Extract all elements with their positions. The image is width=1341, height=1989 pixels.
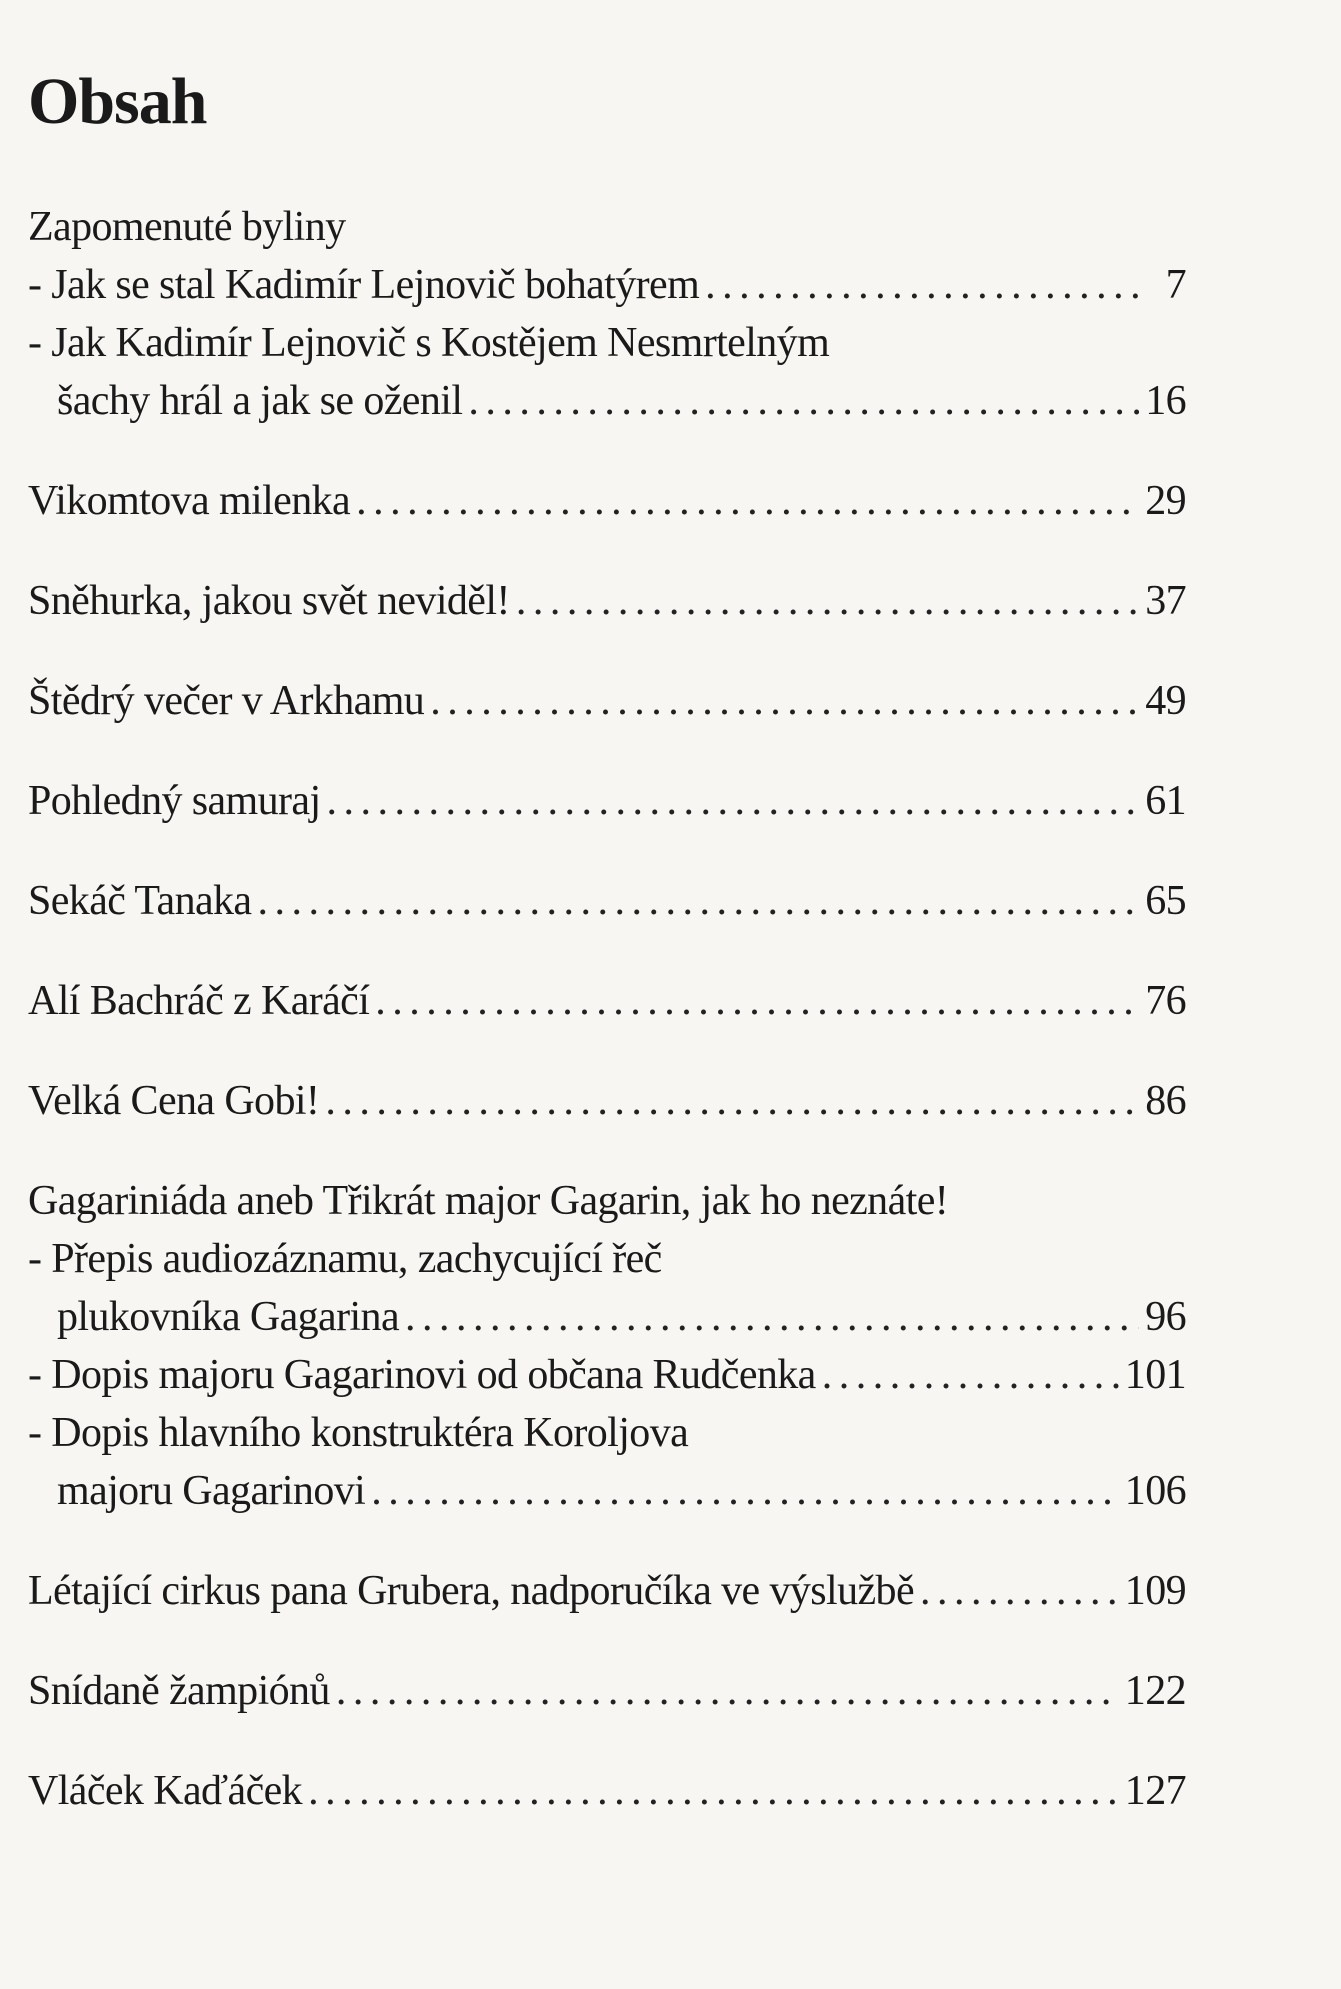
- dot-leader: [327, 772, 1140, 830]
- toc-entry: [28, 1462, 1186, 1520]
- toc-entry: [28, 872, 1186, 930]
- dot-leader: [336, 1662, 1119, 1720]
- toc-entry-label: - Přepis audiozáznamu, zachycující řeč: [28, 1236, 662, 1282]
- toc-entry-label: Sekáč Tanaka: [28, 878, 252, 924]
- table-of-contents: [28, 198, 1186, 1820]
- toc-page-number: 101: [1124, 1352, 1186, 1398]
- toc-entry-label: šachy hrál a jak se oženil: [57, 378, 463, 424]
- toc-entry-label: Alí Bachráč z Karáčí: [28, 978, 370, 1024]
- toc-section-title: [28, 198, 1186, 256]
- toc-entry: [28, 1662, 1186, 1720]
- toc-entry-label: majoru Gagarinovi: [57, 1468, 366, 1514]
- toc-entry: [28, 772, 1186, 830]
- toc-page-number: 106: [1124, 1468, 1186, 1514]
- toc-entry: [28, 372, 1186, 430]
- dot-leader: [356, 472, 1139, 530]
- dot-leader: [822, 1346, 1119, 1404]
- toc-page-number: 122: [1124, 1668, 1186, 1714]
- dot-leader: [468, 372, 1139, 430]
- toc-page-number: 49: [1145, 678, 1186, 724]
- dot-leader: [405, 1288, 1139, 1346]
- toc-entry-label: - Dopis majoru Gagarinovi od občana Rudčenka: [28, 1352, 816, 1398]
- toc-page-number: 86: [1145, 1078, 1186, 1124]
- toc-page-number: 65: [1145, 878, 1186, 924]
- dot-leader: [308, 1762, 1119, 1820]
- toc-entry: [28, 572, 1186, 630]
- toc-entry-label: Pohledný samuraj: [28, 778, 321, 824]
- toc-page-number: 29: [1145, 478, 1186, 524]
- toc-page-number: 7: [1165, 262, 1186, 308]
- toc-entry-label: Gagariniáda aneb Třikrát major Gagarin, jak ho neznáte!: [28, 1178, 949, 1224]
- toc-entry: [28, 972, 1186, 1030]
- dot-leader: [705, 256, 1140, 314]
- dot-leader: [371, 1462, 1119, 1520]
- toc-entry-label: - Dopis hlavního konstruktéra Koroljova: [28, 1410, 689, 1456]
- toc-entry-first-line: [28, 1404, 1186, 1462]
- dot-leader: [430, 672, 1139, 730]
- toc-entry: [28, 1562, 1186, 1620]
- toc-entry: [28, 472, 1186, 530]
- toc-entry-label: Snídaně žampiónů: [28, 1668, 330, 1714]
- dot-leader: [375, 972, 1139, 1030]
- toc-page-number: 96: [1145, 1294, 1186, 1340]
- toc-entry-label: Sněhurka, jakou svět neviděl!: [28, 578, 510, 624]
- dot-leader: [920, 1562, 1119, 1620]
- toc-entry-first-line: [28, 1230, 1186, 1288]
- dot-leader: [516, 572, 1139, 630]
- toc-entry: [28, 1072, 1186, 1130]
- toc-page-number: 127: [1124, 1768, 1186, 1814]
- toc-entry-label: Velká Cena Gobi!: [28, 1078, 320, 1124]
- toc-entry-label: - Jak Kadimír Lejnovič s Kostějem Nesmrtelným: [28, 320, 830, 366]
- toc-entry: [28, 672, 1186, 730]
- toc-page-number: 16: [1145, 378, 1186, 424]
- toc-entry-label: plukovníka Gagarina: [57, 1294, 399, 1340]
- toc-page-number: 37: [1145, 578, 1186, 624]
- toc-entry: [28, 1762, 1186, 1820]
- toc-entry-label: Štědrý večer v Arkhamu: [28, 678, 425, 724]
- toc-entry: [28, 256, 1186, 314]
- page-title: Obsah: [28, 65, 207, 138]
- toc-page-number: 109: [1124, 1568, 1186, 1614]
- toc-page-number: 61: [1145, 778, 1186, 824]
- toc-entry-label: Zapomenuté byliny: [28, 204, 346, 250]
- dot-leader: [257, 872, 1139, 930]
- toc-page-number: 76: [1145, 978, 1186, 1024]
- toc-section-title: [28, 1172, 1186, 1230]
- dot-leader: [325, 1072, 1139, 1130]
- toc-entry-label: Vikomtova milenka: [28, 478, 351, 524]
- toc-entry: [28, 1346, 1186, 1404]
- toc-entry-label: Vláček Kaďáček: [28, 1768, 303, 1814]
- toc-entry-first-line: [28, 314, 1186, 372]
- toc-entry-label: - Jak se stal Kadimír Lejnovič bohatýrem: [28, 262, 700, 308]
- toc-entry: [28, 1288, 1186, 1346]
- toc-entry-label: Létající cirkus pana Grubera, nadporučíka ve výslužbě: [28, 1568, 914, 1614]
